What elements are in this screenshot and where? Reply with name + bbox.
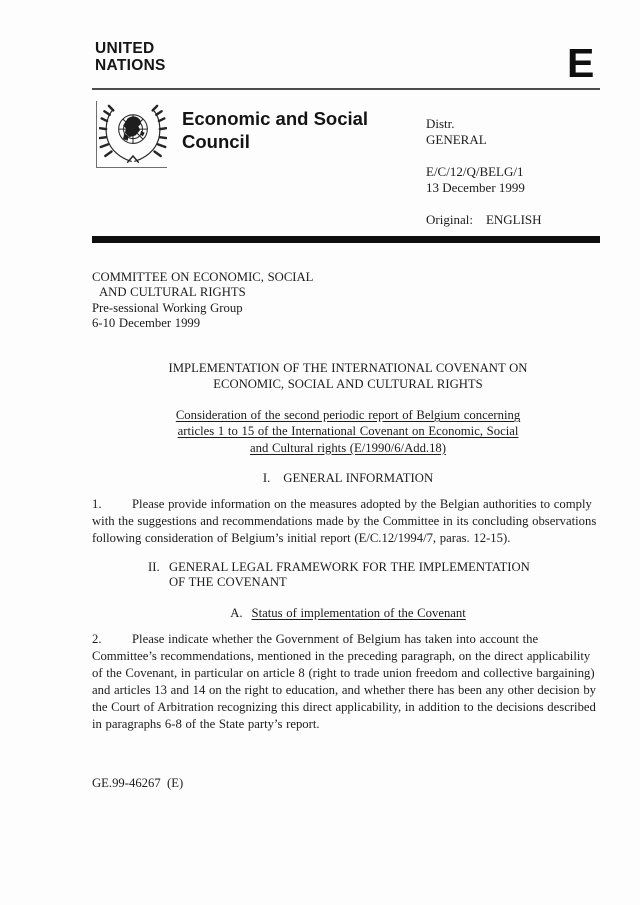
council-title: [182, 107, 368, 153]
distr-label: Distr.: [426, 116, 455, 131]
header-divider-line: [92, 88, 600, 90]
committee-line: AND CULTURAL RIGHTS: [99, 285, 246, 300]
original-language-value: ENGLISH: [485, 212, 542, 227]
header-separator-bar: [92, 236, 600, 243]
document-symbol: E/C/12/Q/BELG/1: [426, 164, 524, 179]
council-title-line1: Economic and Social: [182, 108, 369, 129]
committee-line: COMMITTEE ON ECONOMIC, SOCIAL: [92, 270, 314, 284]
document-body: [92, 270, 604, 733]
section-heading-general-information: [92, 470, 604, 487]
un-emblem-icon: [99, 104, 167, 170]
subsection-heading-status: [92, 605, 604, 622]
document-title-line: IMPLEMENTATION OF THE INTERNATIONAL COVENANT ON: [168, 361, 528, 376]
document-subtitle: [92, 407, 604, 456]
section-number: II.: [148, 559, 160, 574]
united-nations-line2: NATIONS: [95, 57, 166, 74]
document-subtitle-line: and Cultural rights (E/1990/6/Add.18): [249, 440, 447, 455]
distr-value: GENERAL: [426, 132, 487, 147]
subsection-title: Status of implementation of the Covenant: [251, 605, 466, 620]
distribution-block: [426, 116, 542, 228]
paragraph-text: Please indicate whether the Government of Belgium has taken into account the Committee’s recommendations, mentioned in the preceding paragraph, on the direct applicability of the Covenant, in particular on article 8 (right to trade union freedom and collective bargaining) and articles 13 and 14 on the right to education, and whether there has been any other decision by the Court of Arbitration recognizing this direct applicability, in addition to the decisions described in paragraphs 6-8 of the State party’s report.: [92, 631, 597, 731]
document-title-line: ECONOMIC, SOCIAL AND CULTURAL RIGHTS: [213, 377, 483, 392]
united-nations-wordmark: [95, 40, 166, 74]
section-title: GENERAL INFORMATION: [283, 470, 434, 485]
emblem-corner-bracket-vertical: [96, 101, 97, 168]
section-title-line: OF THE COVENANT: [169, 575, 287, 590]
document-series-letter: E: [567, 40, 595, 86]
paragraph-number: 1.: [92, 496, 102, 511]
document-title: [92, 360, 604, 392]
section-heading-row: [148, 560, 604, 576]
document-subtitle-line: Consideration of the second periodic report of Belgium concerning: [175, 408, 521, 423]
section-number: I.: [262, 470, 271, 485]
council-title-line2: Council: [182, 131, 250, 152]
section-title-line: GENERAL LEGAL FRAMEWORK FOR THE IMPLEMENTATION: [169, 559, 530, 574]
committee-line: 6-10 December 1999: [92, 315, 201, 330]
section-heading-legal-framework: [148, 560, 604, 591]
paragraph-text: Please provide information on the measures adopted by the Belgian authorities to comply with the suggestions and recommendations made by the Committee in its concluding observations following consideration of Belgium’s initial report (E/C.12/1994/7, paras. 12-15).: [92, 496, 597, 545]
paragraph-2: [92, 631, 604, 733]
document-date: 13 December 1999: [426, 180, 525, 195]
united-nations-line1: UNITED: [95, 40, 155, 57]
document-subtitle-line: articles 1 to 15 of the International Covenant on Economic, Social: [177, 424, 519, 439]
paragraph-1: [92, 496, 604, 547]
committee-block: [92, 270, 604, 331]
original-label: Original:: [426, 212, 473, 227]
original-language-line: [426, 212, 542, 228]
subsection-number: A.: [230, 605, 243, 620]
ge-registration-number: GE.99-46267 (E): [92, 776, 184, 790]
committee-line: Pre-sessional Working Group: [92, 300, 243, 315]
paragraph-number: 2.: [92, 631, 102, 646]
